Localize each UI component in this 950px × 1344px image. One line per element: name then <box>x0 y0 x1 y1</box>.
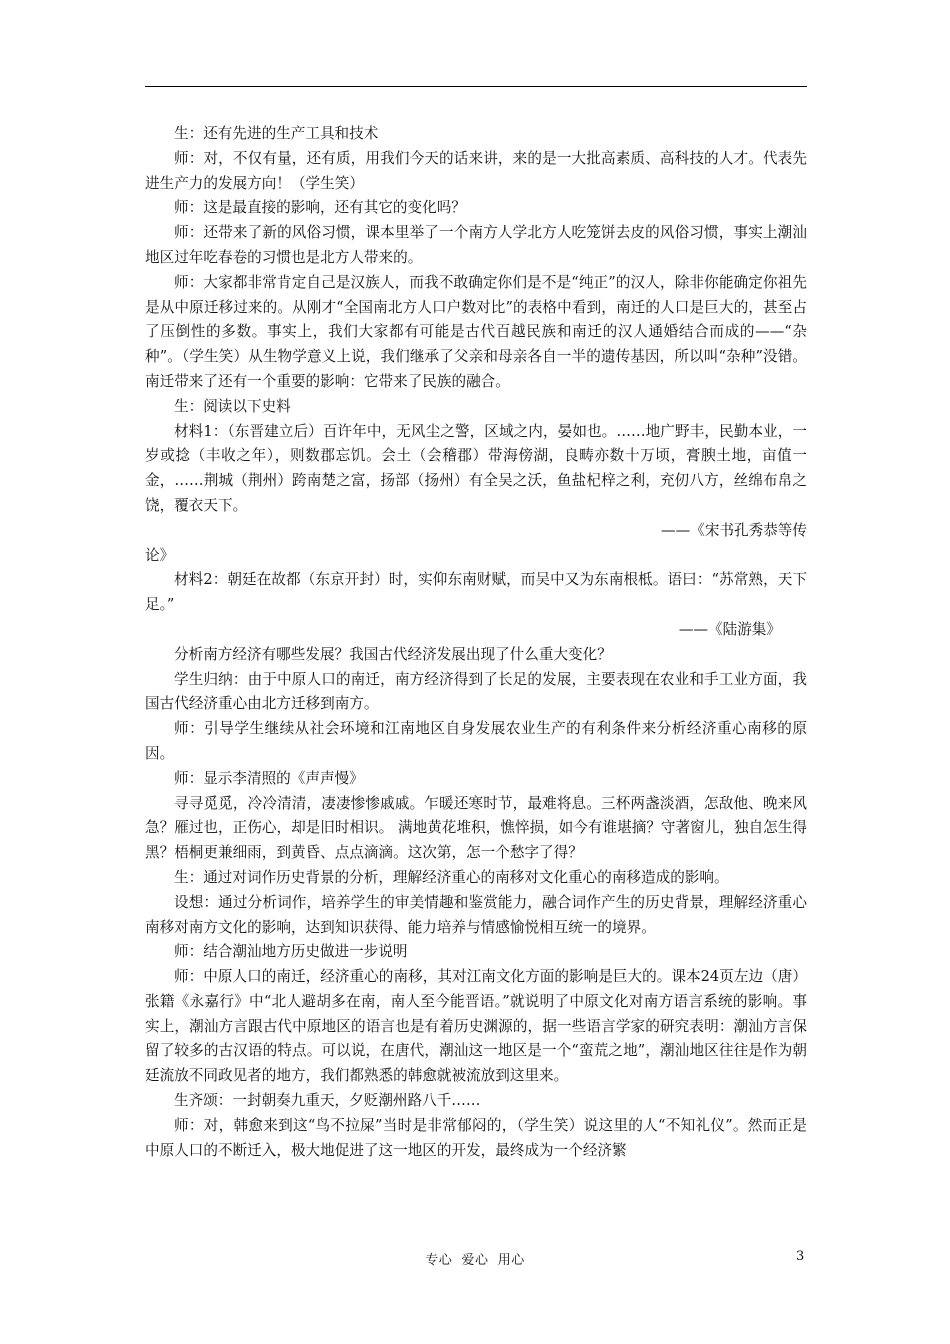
paragraph: 生：还有先进的生产工具和技术 <box>174 125 379 142</box>
material-1: 材料1：（东晋建立后）百许年中，无风尘之警，区域之内，晏如也。……地广野丰，民勤本业，一岁或捻（丰收之年），则数郡忘饥。会土（会稽郡）带海傍湖，良畴亦数十万顷，膏腴土地，亩值一金，……荆城（荆州）跨南楚之富，扬部（扬州）有全吴之沃，鱼盐杞梓之利，充仞八方，丝绵布帛之饶，覆衣天下。 <box>145 422 807 514</box>
paragraph: 师：显示李清照的《声声慢》 <box>174 769 364 787</box>
paragraph: 师：中原人口的南迁，经济重心的南移，其对江南文化方面的影响是巨大的。课本24页左边（唐）张籍《永嘉行》中“北人避胡多在南，南人至今能晋语。”就说明了中原文化对南方语言系统的影响。事实上，潮汕方言跟古代中原地区的语言也是有着历史渊源的，据一些语言学家的研究表明：潮汕方言保留了较多的古汉语的特点。可以说，在唐代，潮汕这一地区是一个“蛮荒之地”，潮汕地区往往是作为朝廷流放不同政见者的地方，我们都熟悉的韩愈就被流放到这里来。 <box>145 968 807 1085</box>
document-body <box>145 122 807 1163</box>
paragraph: 分析南方经济有哪些发展？我国古代经济发展出现了什么重大变化？ <box>174 645 612 663</box>
material-2: 材料2：朝廷在故都（东京开封）时，实仰东南财赋，而吴中又为东南根柢。语曰：“苏常熟，天下足。” <box>145 571 807 614</box>
paragraph: 师：这是最直接的影响，还有其它的变化吗？ <box>174 199 466 217</box>
poem: 寻寻觅觅，冷冷清清，凄凄惨惨戚戚。乍暖还寒时节，最难将息。三杯两盏淡酒，怎敌他、晚来风急？雁过也，正伤心，却是旧时相识。 满地黄花堆积，憔悴损，如今有谁堪摘？守著窗儿，独自怎生得黑？梧桐更兼细雨，到黄昏、点点滴滴。这次第，怎一个愁字了得？ <box>145 794 807 862</box>
paragraph: 师：大家都非常肯定自己是汉族人，而我不敢确定你们是不是“纯正”的汉人，除非你能确定你祖先是从中原迁移过来的。从刚才“全国南北方人口户数对比”的表格中看到，南迁的人口是巨大的，甚至占了压倒性的多数。事实上，我们大家都有可能是古代百越民族和南迁的汉人通婚结合而成的——“杂种”。（学生笑）从生物学意义上说，我们继承了父亲和母亲各自一半的遗传基因，所以叫“杂种”没错。南迁带来了还有一个重要的影响：它带来了民族的融合。 <box>145 273 807 390</box>
page-footer <box>0 1249 950 1269</box>
citation-continued: 论》 <box>145 546 175 564</box>
header-rule <box>145 86 807 87</box>
paragraph: 设想：通过分析词作，培养学生的审美情趣和鉴赏能力，融合词作产生的历史背景，理解经济重心南移对南方文化的影响，达到知识获得、能力培养与情感愉悦相互统一的境界。 <box>145 893 807 936</box>
paragraph: 生：通过对词作历史背景的分析，理解经济重心的南移对文化重心的南移造成的影响。 <box>174 868 729 886</box>
page-number: 3 <box>796 1249 805 1264</box>
paragraph: 师：对，韩愈来到这“鸟不拉屎”当时是非常郁闷的，（学生笑）说这里的人“不知礼仪”。然而正是中原人口的不断迁入，极大地促进了这一地区的开发，最终成为一个经济繁 <box>145 1116 807 1159</box>
paragraph: 师：还带来了新的风俗习惯，课本里举了一个南方人学北方人吃笼饼去皮的风俗习惯，事实上潮汕地区过年吃春卷的习惯也是北方人带来的。 <box>145 224 807 266</box>
paragraph: 学生归纳：由于中原人口的南迁，南方经济得到了长足的发展，主要表现在农业和手工业方面，我国古代经济重心由北方迁移到南方。 <box>145 670 807 713</box>
paragraph: 师：对，不仅有量，还有质，用我们今天的话来讲，来的是一大批高素质、高科技的人才。代表先进生产力的发展方向！（学生笑） <box>145 149 807 192</box>
paragraph: 师：结合潮汕地方历史做进一步说明 <box>174 943 408 961</box>
paragraph: 生齐颂：一封朝奏九重天，夕贬潮州路八千…… <box>174 1092 481 1110</box>
citation: ——《宋书孔秀恭等传 <box>661 521 807 539</box>
paragraph: 师：引导学生继续从社会环境和江南地区自身发展农业生产的有利条件来分析经济重心南移的原因。 <box>145 720 807 762</box>
citation: ——《陆游集》 <box>678 620 781 638</box>
paragraph: 生：阅读以下史料 <box>174 397 291 415</box>
footer-motto: 专心 爱心 用心 <box>425 1253 525 1268</box>
